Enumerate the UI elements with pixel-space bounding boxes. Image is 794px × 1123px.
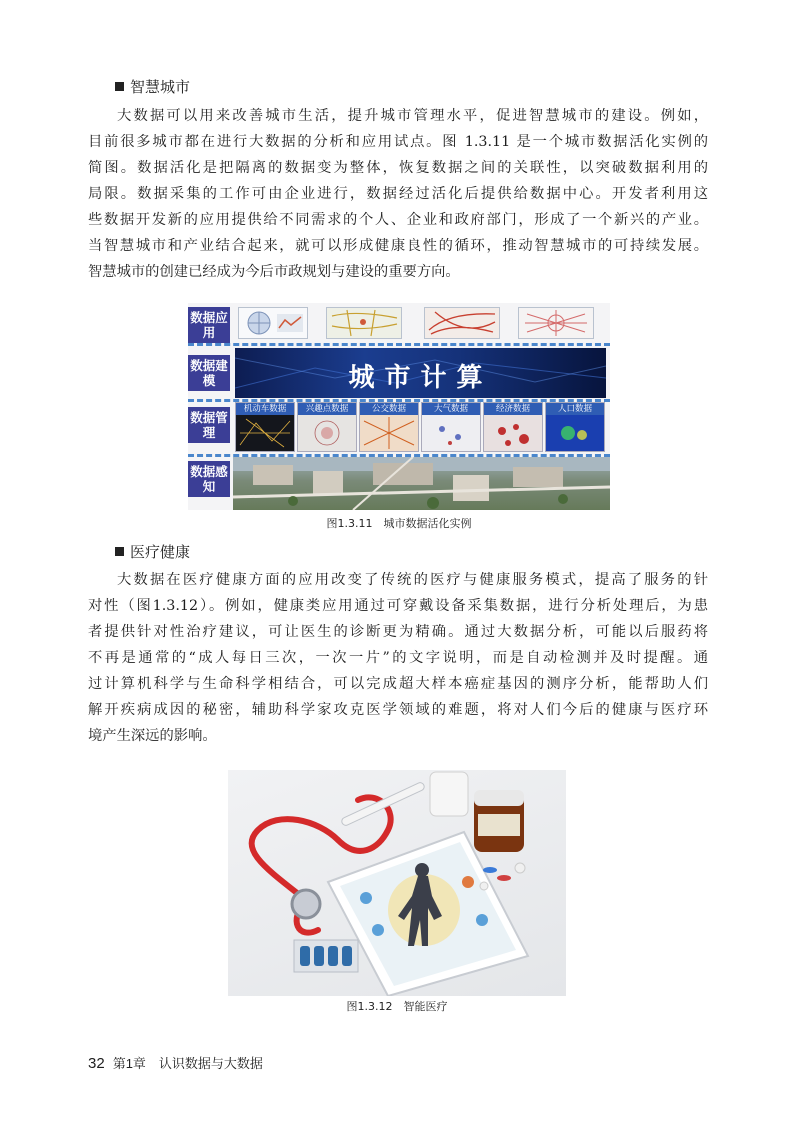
app-screenshot-4 — [518, 307, 594, 339]
layer-label-application: 数据应用 — [188, 307, 230, 343]
paragraph-line: 目前很多城市都在进行大数据的分析和应用试点。图 1.3.11 是一个城市数据活化实例的 — [88, 134, 708, 150]
layer-label-modeling: 数据建模 — [188, 355, 230, 391]
bus-data-tile: 公交数据 — [359, 402, 419, 452]
paragraph-line: 者提供针对性治疗建议，可让医生的诊断更为精确。通过大数据分析，可能以后服药将 — [88, 624, 708, 640]
page-number: 32 — [88, 1055, 105, 1072]
section-heading-text: 智慧城市 — [130, 78, 191, 96]
city-data-activation-figure — [188, 303, 610, 510]
white-pill-bottle-icon — [430, 772, 468, 816]
poi-data-tile: 兴趣点数据 — [297, 402, 357, 452]
paragraph-line: 智慧城市的创建已经成为今后市政规划与建设的重要方向。 — [88, 264, 460, 280]
paragraph-line: 当智慧城市和产业结合起来，就可以形成健康良性的循环，推动智慧城市的可持续发展。 — [88, 238, 708, 254]
figure-1-3-11-caption: 图1.3.11 城市数据活化实例 — [326, 517, 472, 530]
population-data-tile: 人口数据 — [545, 402, 605, 452]
paragraph-line: 局限。数据采集的工作可由企业进行，数据经过活化后提供给数据中心。开发者利用这 — [88, 186, 708, 202]
paragraph-line: 不再是通常的“成人每日三次，一次一片”的文字说明，而是自动检测并及时提醒。通 — [88, 650, 708, 666]
city-computing-banner — [235, 348, 606, 398]
layer-label-management: 数据管理 — [188, 407, 230, 443]
section-heading-text: 医疗健康 — [130, 543, 191, 561]
app-screenshot-3 — [424, 307, 500, 339]
air-data-tile: 大气数据 — [421, 402, 481, 452]
paragraph-line: 些数据开发新的应用提供给不同需求的个人、企业和政府部门，形成了一个新兴的产业。 — [88, 212, 708, 228]
paragraph-line: 简图。数据活化是把隔离的数据变为整体，恢复数据之间的关联性，以突破数据利用的 — [88, 160, 708, 176]
paragraph-line: 大数据在医疗健康方面的应用改变了传统的医疗与健康服务模式，提高了服务的针 — [117, 572, 708, 588]
blister-pack-icon — [294, 940, 358, 972]
vehicle-data-tile: 机动车数据 — [235, 402, 295, 452]
paragraph-line: 解开疾病成因的秘密，辅助科学家攻克医学领域的难题，将对人们今后的健康与医疗环 — [88, 702, 708, 718]
healthcare-paragraph — [88, 567, 708, 749]
section-heading-healthcare — [115, 542, 190, 562]
aerial-city-image — [233, 457, 610, 510]
stethoscope-chestpiece-icon — [292, 890, 320, 918]
app-screenshot-2 — [326, 307, 402, 339]
paragraph-line: 大数据可以用来改善城市生活，提升城市管理水平，促进智慧城市的建设。例如， — [117, 108, 708, 124]
smart-healthcare-photo — [228, 770, 566, 996]
economic-data-tile: 经济数据 — [483, 402, 543, 452]
layer-label-sensing: 数据感知 — [188, 461, 230, 497]
paragraph-line: 过计算机科学与生命科学相结合，可以完成超大样本癌症基因的测序分析，能帮助人们 — [88, 676, 708, 692]
app-screenshot-1 — [238, 307, 308, 339]
page-footer — [88, 1053, 263, 1072]
paragraph-line: 境产生深远的影响。 — [88, 728, 217, 744]
chapter-title: 第1章 认识数据与大数据 — [112, 1056, 263, 1071]
section-heading-smart-city — [115, 77, 190, 97]
figure-1-3-12-caption: 图1.3.12 智能医疗 — [346, 1000, 448, 1013]
smart-city-paragraph — [88, 103, 708, 285]
thermometer-icon — [341, 781, 426, 826]
bullet-square-icon — [115, 82, 124, 91]
paragraph-line: 对性（图1.3.12）。例如，健康类应用通过可穿戴设备采集数据，进行分析处理后，为患 — [88, 598, 708, 614]
layer-divider — [188, 343, 610, 346]
city-computing-title: 城市计算 — [348, 363, 493, 393]
bullet-square-icon — [115, 547, 124, 556]
